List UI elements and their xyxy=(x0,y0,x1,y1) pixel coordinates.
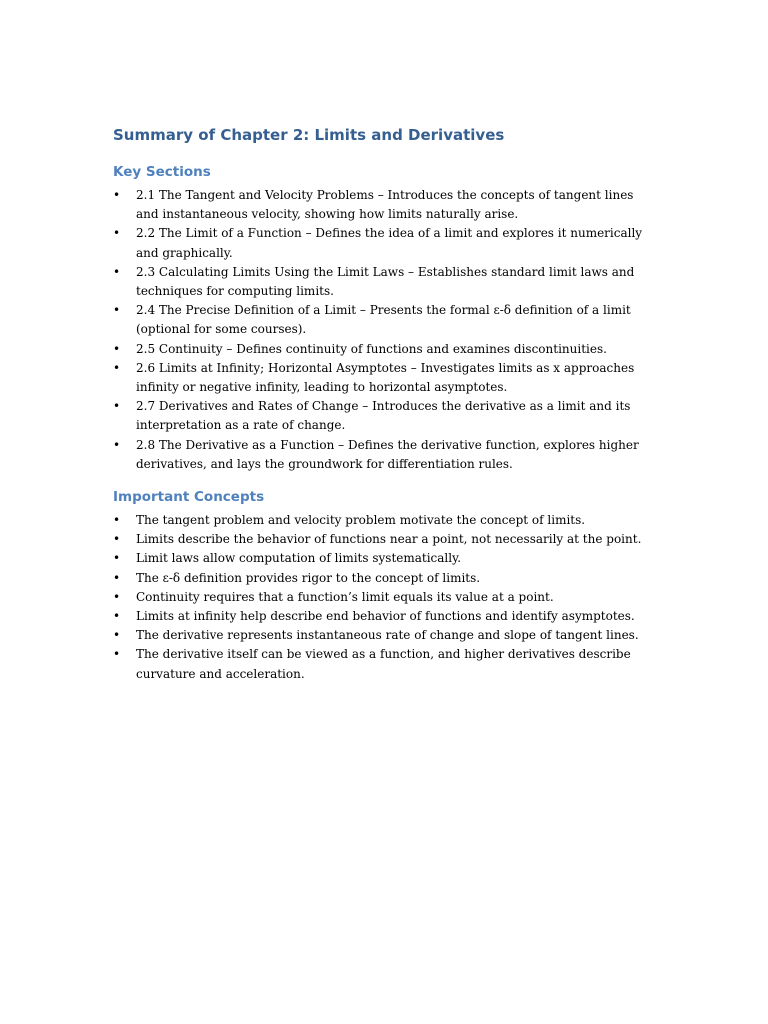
list-item xyxy=(113,626,658,645)
key-sections-heading: Key Sections xyxy=(113,164,211,180)
list-item-text: The ε-δ definition provides rigor to the concept of limits. xyxy=(136,570,481,585)
list-item xyxy=(113,397,658,435)
list-item-text: 2.2 The Limit of a Function – Defines the idea of a limit and explores it numerically and graphically. xyxy=(136,226,643,260)
list-item-text: Limit laws allow computation of limits systematically. xyxy=(136,551,462,566)
bullet-icon: • xyxy=(113,589,121,604)
list-item-text: Limits at infinity help describe end behavior of functions and identify asymptotes. xyxy=(136,609,635,624)
list-item-text: 2.5 Continuity – Defines continuity of functions and examines discontinuities. xyxy=(136,341,607,356)
list-item xyxy=(113,263,658,301)
list-item xyxy=(113,530,658,549)
bullet-icon: • xyxy=(113,399,121,414)
list-item-text: The derivative represents instantaneous rate of change and slope of tangent lines. xyxy=(136,628,639,643)
bullet-icon: • xyxy=(113,513,121,528)
important-concepts-heading: Important Concepts xyxy=(113,489,265,506)
bullet-icon: • xyxy=(113,360,121,375)
list-item xyxy=(113,301,658,339)
document-content xyxy=(113,124,658,684)
list-item-text: 2.7 Derivatives and Rates of Change – Introduces the derivative as a limit and its interpretation as a rate of change. xyxy=(136,399,631,433)
list-item xyxy=(113,436,658,474)
list-item xyxy=(113,186,658,224)
list-item-text: 2.3 Calculating Limits Using the Limit Laws – Establishes standard limit laws and techniques for computing limits. xyxy=(136,264,635,299)
list-item-text: 2.1 The Tangent and Velocity Problems – Introduces the concepts of tangent lines and instantaneous velocity, showing how limits naturally arise. xyxy=(136,188,634,222)
bullet-icon: • xyxy=(113,303,121,318)
bullet-icon: • xyxy=(113,551,121,566)
bullet-icon: • xyxy=(113,628,121,643)
list-item-text: Continuity requires that a function’s limit equals its value at a point. xyxy=(136,589,554,604)
important-concepts-list xyxy=(113,511,658,684)
document-title: Summary of Chapter 2: Limits and Derivatives xyxy=(113,126,505,144)
bullet-icon: • xyxy=(113,647,121,662)
bullet-icon: • xyxy=(113,570,121,585)
list-item xyxy=(113,588,658,607)
list-item-text: The tangent problem and velocity problem motivate the concept of limits. xyxy=(136,513,586,528)
bullet-icon: • xyxy=(113,437,121,452)
bullet-icon: • xyxy=(113,609,121,624)
list-item-text: The derivative itself can be viewed as a function, and higher derivatives describe curvature and acceleration. xyxy=(136,647,631,681)
list-item xyxy=(113,511,658,530)
list-item xyxy=(113,549,658,568)
bullet-icon: • xyxy=(113,341,121,356)
list-item-text: 2.6 Limits at Infinity; Horizontal Asymptotes – Investigates limits as x approaches infinity or negative infinity, leading to horizontal asymptotes. xyxy=(136,360,635,395)
list-item xyxy=(113,359,658,397)
bullet-icon: • xyxy=(113,264,121,279)
list-item xyxy=(113,607,658,626)
list-item-text: 2.4 The Precise Definition of a Limit – Presents the formal ε-δ definition of a limit (optional for some courses). xyxy=(136,303,631,337)
bullet-icon: • xyxy=(113,188,121,202)
list-item xyxy=(113,340,658,359)
list-item xyxy=(113,224,658,262)
bullet-icon: • xyxy=(113,226,121,241)
list-item xyxy=(113,569,658,588)
list-item-text: 2.8 The Derivative as a Function – Defines the derivative function, explores higher derivatives, and lays the groundwork for differentiation rules. xyxy=(136,437,639,471)
bullet-icon: • xyxy=(113,532,121,547)
list-item-text: Limits describe the behavior of functions near a point, not necessarily at the point. xyxy=(136,532,642,547)
list-item xyxy=(113,645,658,683)
key-sections-list xyxy=(113,186,658,474)
